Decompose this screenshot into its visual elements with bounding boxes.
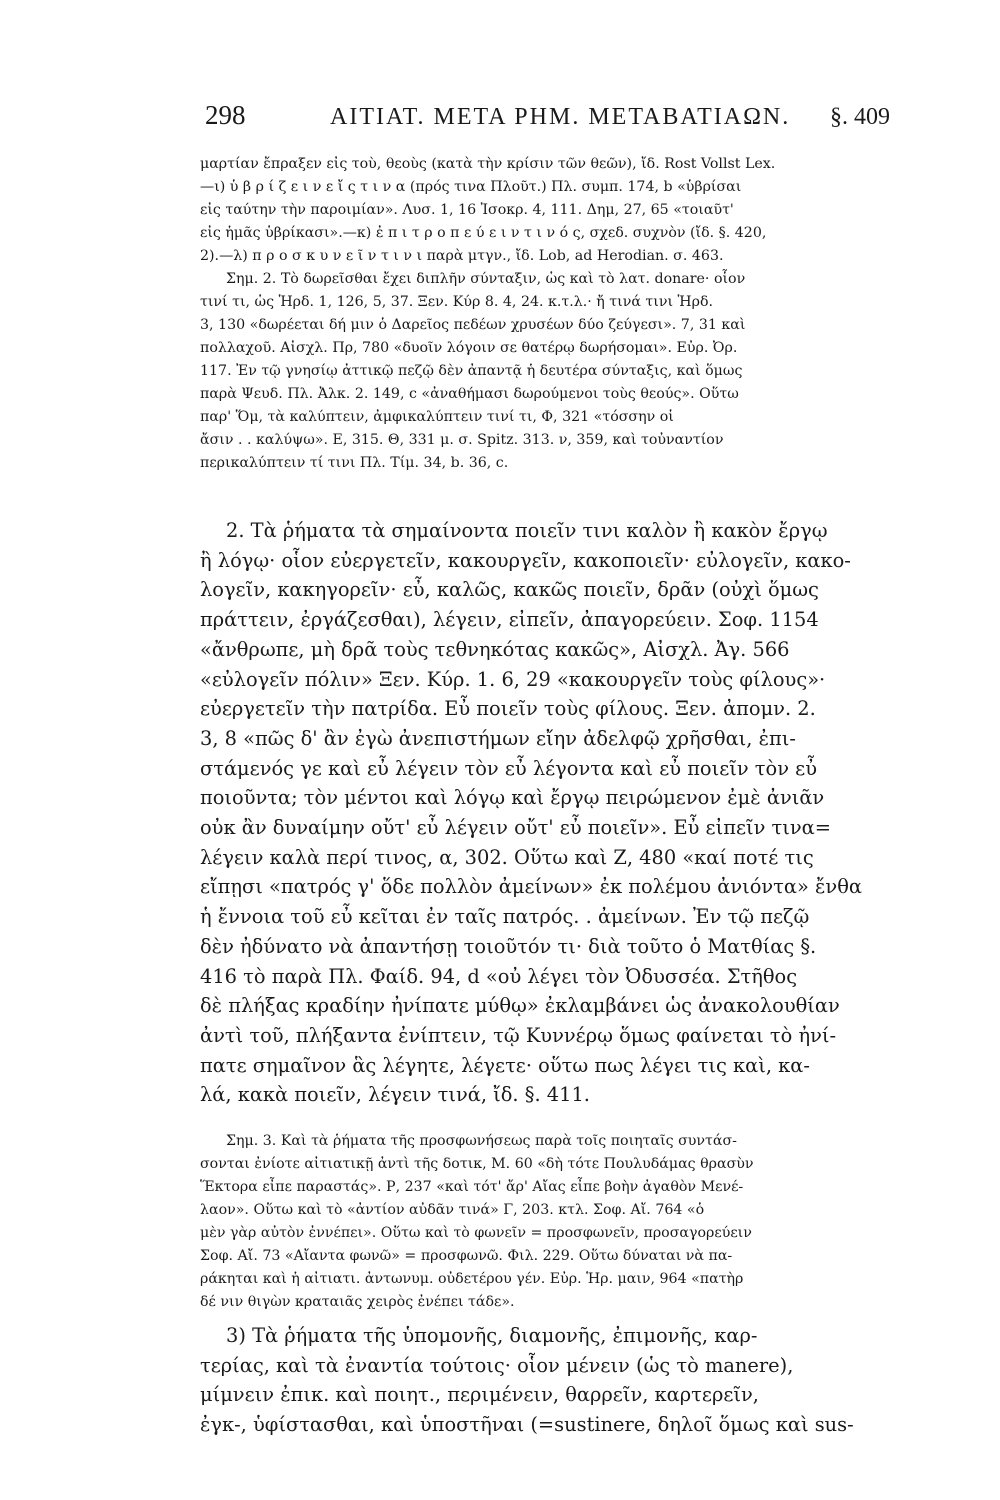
- text-line: δέ νιν θιγὼν κραταιᾶς χειρὸς ἐνέπει τάδε».: [200, 1294, 515, 1310]
- text-line: εἰς ταύτην τὴν παροιμίαν». Λυσ. 1, 16 Ἰσοκρ. 4, 111. Δημ, 27, 65 «τοιαῦτ': [200, 202, 734, 218]
- page-number: 298: [205, 100, 246, 130]
- text-line: μαρτίαν ἔπραξεν εἰς τοὺ, θεοὺς (κατὰ τὴν κρίσιν τῶν θεῶν), ἴδ. Rost Vollst Lex.: [200, 156, 776, 172]
- running-header: [205, 100, 890, 140]
- section-number: §. 409: [830, 104, 890, 130]
- text-line: ἐγκ-, ὑφίστασθαι, καὶ ὑποστῆναι (=sustinere, δηλοῖ ὅμως καὶ sus-: [200, 1413, 854, 1437]
- text-line: λαον». Οὕτω καὶ τὸ «ἀντίον αὐδᾶν τινά» Γ, 203. κτλ. Σοφ. Αἴ. 764 «ὁ: [200, 1202, 705, 1218]
- note-block-3: [200, 1130, 865, 1314]
- text-line: ἀντὶ τοῦ, πλήξαντα ἐνίπτειν, τῷ Κυννέρῳ ὅμως φαίνεται τὸ ἠνί-: [200, 1023, 837, 1047]
- text-line: λέγειν καλὰ περί τινος, α, 302. Οὕτω καὶ Ζ, 480 «καί ποτέ τις: [200, 845, 814, 869]
- text-line: Σημ. 3. Καὶ τὰ ῥήματα τῆς προσφωνήσεως παρὰ τοῖς ποιηταῖς συντάσ-: [226, 1133, 737, 1149]
- text-line: οὐκ ἂν δυναίμην οὔτ' εὖ λέγειν οὔτ' εὖ ποιεῖν». Εὖ εἰπεῖν τινα=: [200, 816, 832, 840]
- text-line: πατε σημαῖνον ἃς λέγητε, λέγετε· οὕτω πως λέγει τις καὶ, κα-: [200, 1053, 810, 1077]
- text-line: 3, 8 «πῶς δ' ἂν ἐγὼ ἀνεπιστήμων εἴην ἀδελφῷ χρῆσθαι, ἐπι-: [200, 726, 796, 750]
- text-line: 3, 130 «δωρέεται δή μιν ὁ Δαρεῖος πεδέων χρυσέων δύο ζεύγεσι». 7, 31 καὶ: [200, 317, 746, 333]
- text-line: πολλαχοῦ. Αἰσχλ. Πρ, 780 «δυοῖν λόγοιν σε θατέρῳ δωρήσομαι». Εὐρ. Ὀρ.: [200, 340, 738, 356]
- text-line: Σημ. 2. Τὸ δωρεῖσθαι ἔχει διπλῆν σύνταξιν, ὡς καὶ τὸ λατ. donare· οἷον: [226, 271, 746, 287]
- text-line: εὐεργετεῖν τὴν πατρίδα. Εὖ ποιεῖν τοὺς φίλους. Ξεν. ἀπομν. 2.: [200, 697, 816, 721]
- text-line: δὲν ἠδύνατο νὰ ἀπαντήσῃ τοιοῦτόν τι· διὰ τοῦτο ὁ Ματθίας §.: [200, 934, 817, 958]
- text-line: 2. Τὰ ῥήματα τὰ σημαίνοντα ποιεῖν τινι καλὸν ἢ κακὸν ἔργῳ: [226, 519, 828, 542]
- text-line: ἡ ἔννοια τοῦ εὖ κεῖται ἐν ταῖς πατρός. . ἀμείνων. Ἐν τῷ πεζῷ: [200, 905, 810, 929]
- text-line: σονται ἐνίοτε αἰτιατικῇ ἀντὶ τῆς δοτικ, Μ. 60 «δὴ τότε Πουλυδάμας θρασὺν: [200, 1156, 754, 1172]
- text-line: ράκηται καὶ ἡ αἰτιατι. ἀντωνυμ. οὐδετέρου γέν. Εὐρ. Ἡρ. μαιν, 964 «πατὴρ: [200, 1271, 744, 1287]
- text-line: μὲν γὰρ αὐτὸν ἐννέπει». Οὕτω καὶ τὸ φωνεῖν = προσφωνεῖν, προσαγορεύειν: [200, 1225, 752, 1241]
- text-line: μίμνειν ἐπικ. καὶ ποιητ., περιμένειν, θαρρεῖν, καρτερεῖν,: [200, 1383, 759, 1407]
- text-line: 3) Τὰ ῥήματα τῆς ὑπομονῆς, διαμονῆς, ἐπιμονῆς, καρ-: [226, 1324, 758, 1347]
- text-line: λογεῖν, κακηγορεῖν· εὖ, καλῶς, κακῶς ποιεῖν, δρᾶν (οὐχὶ ὅμως: [200, 578, 819, 602]
- text-line: τινί τι, ὡς Ἡρδ. 1, 126, 5, 37. Ξεν. Κύρ 8. 4, 24. κ.τ.λ.· ἤ τινά τινι Ἡρδ.: [200, 294, 713, 310]
- text-line: παρὰ Ψευδ. Πλ. Ἀλκ. 2. 149, c «ἀναθήμασι δωρούμενοι τοὺς θεούς». Οὕτω: [200, 386, 739, 402]
- text-line: 2).—λ) π ρ ο σ κ υ ν ε ῖ ν τ ι ν ι παρὰ μτγν., ἴδ. Lob, ad Herodian. σ. 463.: [200, 248, 724, 264]
- text-line: στάμενός γε καὶ εὖ λέγειν τὸν εὖ λέγοντα καὶ εὖ ποιεῖν τὸν εὖ: [200, 756, 817, 780]
- text-line: ποιοῦντα; τὸν μέντοι καὶ λόγῳ καὶ ἔργῳ πειρώμενον ἐμὲ ἀνιᾶν: [200, 786, 825, 810]
- text-line: πράττειν, ἐργάζεσθαι), λέγειν, εἰπεῖν, ἀπαγορεύειν. Σοφ. 1154: [200, 608, 819, 632]
- text-line: Σοφ. Αἴ. 73 «Αἴαντα φωνῶ» = προσφωνῶ. Φιλ. 229. Οὕτω δύναται νὰ πα-: [200, 1248, 733, 1264]
- text-line: «εὐλογεῖν πόλιν» Ξεν. Κύρ. 1. 6, 29 «κακουργεῖν τοὺς φίλους»·: [200, 667, 826, 691]
- paragraph-3: [200, 1321, 865, 1440]
- text-line: 117. Ἐν τῷ γνησίῳ ἀττικῷ πεζῷ δὲν ἀπαντᾷ ἡ δευτέρα σύνταξις, καὶ ὅμως: [200, 363, 743, 379]
- text-line: ἢ λόγῳ· οἷον εὐεργετεῖν, κακουργεῖν, κακοποιεῖν· εὐλογεῖν, κακο-: [200, 548, 851, 572]
- text-line: «ἄνθρωπε, μὴ δρᾶ τοὺς τεθνηκότας κακῶς», Αἰσχλ. Ἀγ. 566: [200, 637, 790, 661]
- text-line: —ι) ὑ β ρ ί ζ ε ι ν ε ἴ ς τ ι ν α (πρός τινα Πλοῦτ.) Πλ. συμπ. 174, b «ὑβρίσαι: [200, 179, 742, 195]
- text-line: εἰς ἡμᾶς ὑβρίκασι».—κ) ἐ π ι τ ρ ο π ε ύ ε ι ν τ ι ν ό ς, σχεδ. συχνὸν (ἴδ. §. 420,: [200, 225, 767, 241]
- text-line: λά, κακὰ ποιεῖν, λέγειν τινά, ἴδ. §. 411.: [200, 1083, 590, 1107]
- text-line: 416 τὸ παρὰ Πλ. Φαίδ. 94, d «οὐ λέγει τὸν Ὀδυσσέα. Στῆθος: [200, 964, 798, 988]
- text-line: εἴπῃσι «πατρός γ' ὅδε πολλὸν ἀμείνων» ἐκ πολέμου ἀνιόντα» ἔνθα: [200, 875, 862, 899]
- text-line: δὲ πλήξας κραδίην ἠνίπατε μύθῳ» ἐκλαμβάνει ὡς ἀνακολουθίαν: [200, 994, 840, 1018]
- running-title: ΑΙΤΙΑΤ. ΜΕΤΑ ΡΗΜ. ΜΕΤΑΒΑΤΙΑΩΝ.: [330, 104, 791, 130]
- text-line: τερίας, καὶ τὰ ἐναντία τούτοις· οἷον μένειν (ὡς τὸ manere),: [200, 1353, 794, 1377]
- text-line: παρ' Ὅμ, τὰ καλύπτειν, ἀμφικαλύπτειν τινί τι, Φ, 321 «τόσσην οἱ: [200, 409, 674, 425]
- note-block-1: [200, 153, 865, 475]
- text-line: Ἕκτορα εἶπε παραστάς». Ρ, 237 «καὶ τότ' ἄρ' Αἴας εἶπε βοὴν ἀγαθὸν Μενέ-: [200, 1179, 744, 1195]
- text-line: ἄσιν . . καλύψω». Ε, 315. Θ, 331 μ. σ. Spitz. 313. ν, 359, καὶ τοὐναντίον: [200, 432, 724, 448]
- text-line: περικαλύπτειν τί τινι Πλ. Τίμ. 34, b. 36, c.: [200, 455, 509, 471]
- paragraph-2: [200, 516, 865, 1110]
